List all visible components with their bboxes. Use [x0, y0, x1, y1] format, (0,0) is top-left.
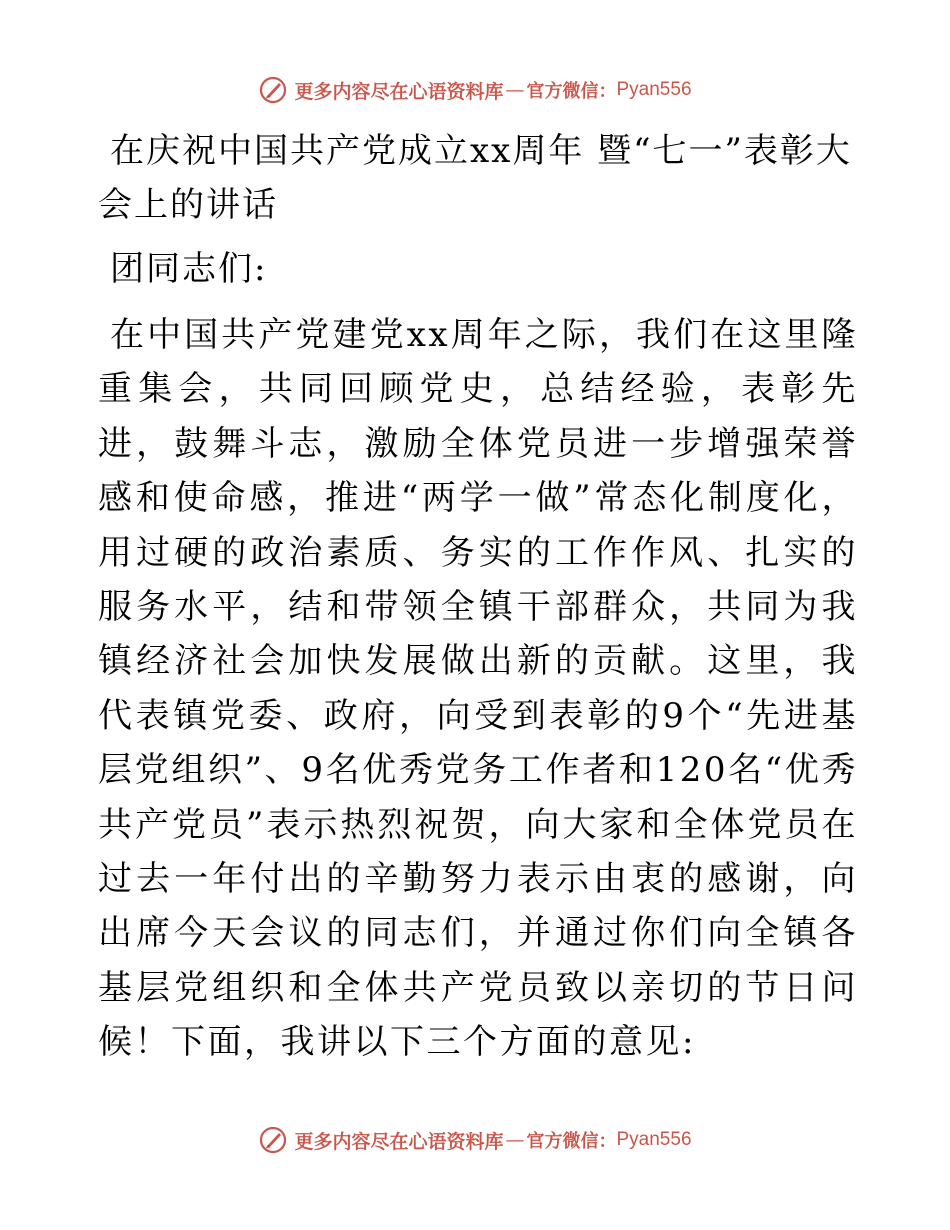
- watermark-wechat-label: 官方微信：: [526, 1131, 617, 1152]
- header-watermark-banner: [0, 70, 950, 110]
- watermark-dash: —: [505, 1129, 525, 1151]
- watermark-wechat-label: 官方微信：: [526, 81, 617, 102]
- document-body: [98, 124, 858, 1070]
- watermark-wechat-id: Pyan556: [616, 79, 692, 100]
- watermark-wechat-id: Pyan556: [616, 1129, 692, 1150]
- document-salutation: 团同志们:: [110, 249, 268, 289]
- document-title: 在庆祝中国共产党成立xx周年 暨“七一”表彰大会上的讲话: [98, 131, 852, 225]
- watermark-promo-text: 更多内容尽在心语资料库: [294, 80, 504, 103]
- quill-pen-logo-icon: [258, 75, 288, 105]
- watermark-dash: —: [505, 79, 525, 101]
- document-paragraph: 在中国共产党建党xx周年之际，我们在这里隆重集会，共同回顾党史，总结经验，表彰先进，鼓舞斗志，激励全体党员进一步增强荣誉感和使命感，推进“两学一做”常态化制度化，用过硬的政治素质、务实的工作作风、扎实的服务水平，结和带领全镇干部群众，共同为我镇经济社会加快发展做出新的贡献。这里，我代表镇党委、政府，向受到表彰的9个“先进基层党组织”、9名优秀党务工作者和120名“优秀共产党员”表示热烈祝贺，向大家和全体党员在过去一年付出的辛勤努力表示由衷的感谢，向出席今天会议的同志们，并通过你们向全镇各基层党组织和全体共产党员致以亲切的节日问候！下面，我讲以下三个方面的意见:: [98, 315, 858, 1063]
- footer-watermark-banner: [0, 1120, 950, 1160]
- quill-pen-logo-icon: [258, 1125, 288, 1155]
- watermark-promo-text: 更多内容尽在心语资料库: [294, 1130, 504, 1153]
